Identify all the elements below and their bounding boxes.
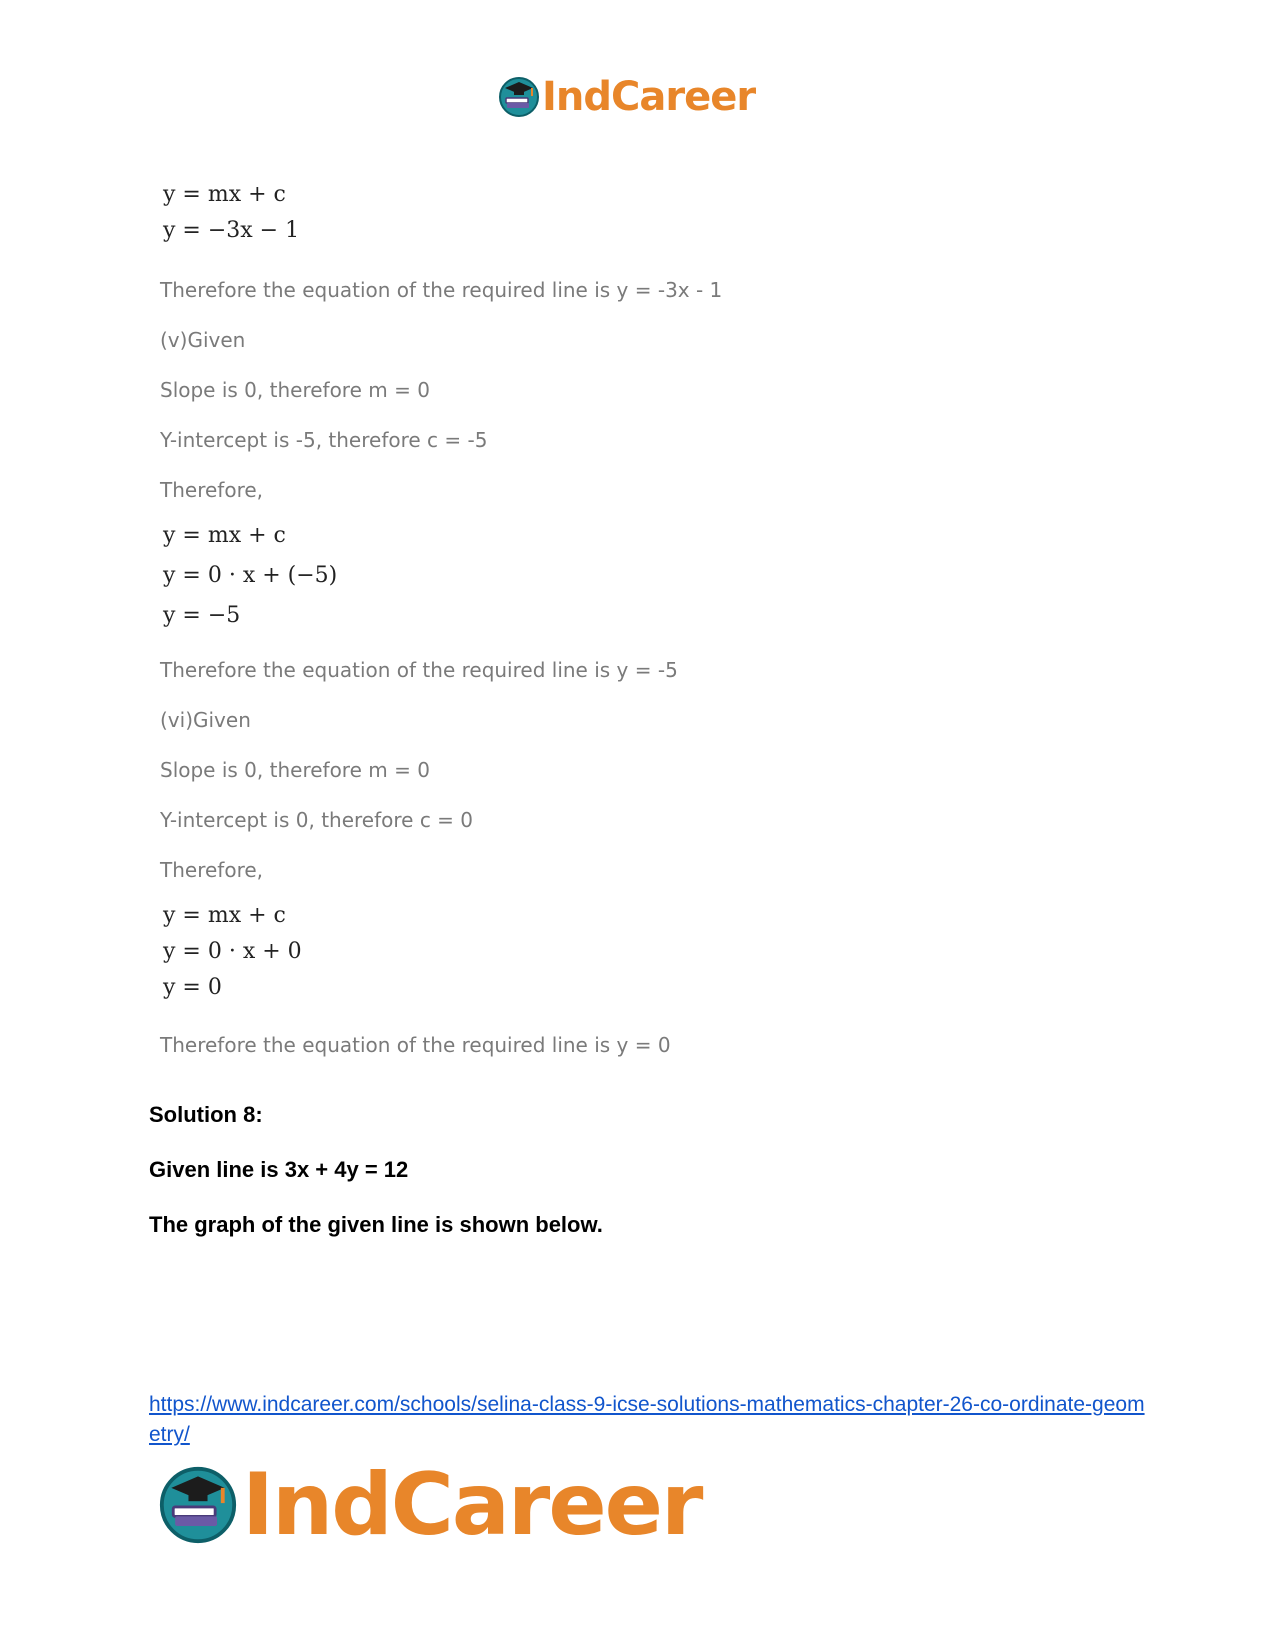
slope-text: Slope is 0, therefore m = 0 <box>160 378 430 402</box>
math-line: y = 0 · x + (−5) <box>163 563 338 588</box>
header-logo <box>498 76 755 118</box>
graduation-book-globe-icon <box>498 76 540 118</box>
intercept-text: Y-intercept is -5, therefore c = -5 <box>160 428 488 452</box>
footer-logo <box>158 1455 702 1555</box>
slope-text: Slope is 0, therefore m = 0 <box>160 758 430 782</box>
math-line: y = −3x − 1 <box>163 218 300 243</box>
math-line: y = mx + c <box>163 903 286 928</box>
logo-wordmark: IndCareer <box>242 1455 702 1555</box>
logo-wordmark: IndCareer <box>542 74 756 120</box>
conclusion-text: Therefore the equation of the required line is y = -3x - 1 <box>160 278 723 302</box>
math-line: y = mx + c <box>163 523 286 548</box>
intercept-text: Y-intercept is 0, therefore c = 0 <box>160 808 474 832</box>
solution-heading: Solution 8: <box>149 1102 263 1127</box>
therefore-text: Therefore, <box>160 858 264 882</box>
math-line: y = 0 <box>163 975 222 1000</box>
given-line-text: Given line is 3x + 4y = 12 <box>149 1157 409 1182</box>
part-label: (v)Given <box>160 328 246 352</box>
conclusion-text: Therefore the equation of the required line is y = -5 <box>160 658 678 682</box>
graph-note-text: The graph of the given line is shown below. <box>149 1212 603 1237</box>
source-link[interactable]: https://www.indcareer.com/schools/selina-class-9-icse-solutions-mathematics-chapter-26-co-ordinate-geometry/ <box>149 1393 1145 1446</box>
therefore-text: Therefore, <box>160 478 264 502</box>
math-line: y = 0 · x + 0 <box>163 939 302 964</box>
part-label: (vi)Given <box>160 708 251 732</box>
graduation-book-globe-icon <box>158 1465 238 1545</box>
math-line: y = mx + c <box>163 182 286 207</box>
conclusion-text: Therefore the equation of the required line is y = 0 <box>160 1033 671 1057</box>
math-line: y = −5 <box>163 603 241 628</box>
